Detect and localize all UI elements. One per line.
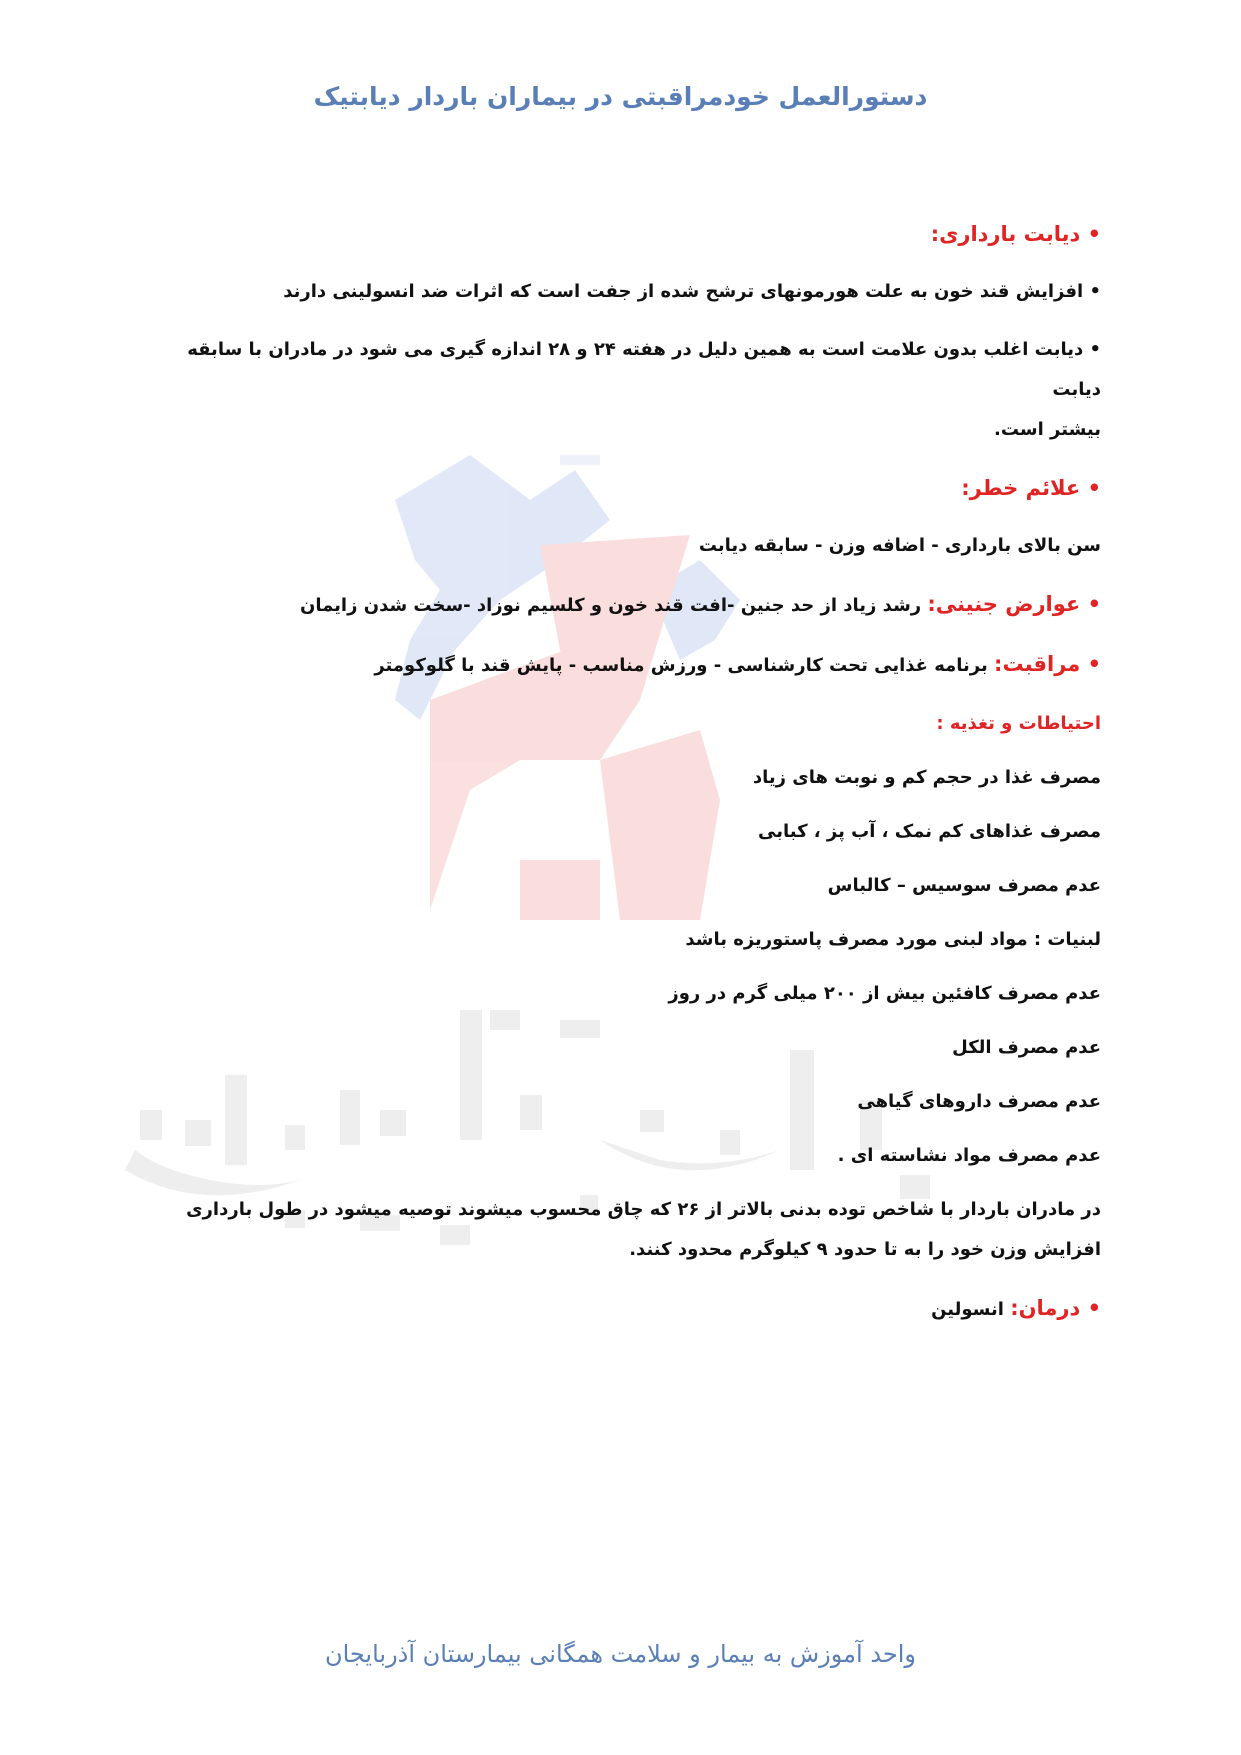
care-label: • مراقبت: [994, 652, 1101, 676]
fetal-complications-line [151, 584, 1101, 626]
list-item: عدم مصرف مواد نشاسته ای . [837, 1145, 1101, 1166]
bmi-paragraph-line-1: در مادران باردار با شاخص توده بدنی بالاتر از ۲۶ که چاق محسوب میشوند توصیه میشود در طول بارداری [186, 1199, 1101, 1220]
bmi-paragraph-line-2: افزایش وزن خود را به تا حدود ۹ کیلوگرم محدود کنند. [629, 1239, 1101, 1260]
document-body [151, 214, 1101, 1330]
fetal-complications-label: • عوارض جنینی: [927, 592, 1101, 616]
care-text: برنامه غذایی تحت کارشناسی - ورزش مناسب - پایش قند با گلوکومتر [374, 655, 995, 676]
list-item: عدم مصرف الکل [952, 1037, 1101, 1058]
danger-signs-heading: • علائم خطر: [961, 476, 1101, 500]
danger-signs-text: سن بالای بارداری - اضافه وزن - سابقه دیابت [698, 535, 1101, 556]
care-line [151, 644, 1101, 686]
nutrition-heading: احتیاطات و تغذیه : [936, 713, 1101, 734]
pregnancy-diabetes-paragraph-2-line-1: • دیابت اغلب بدون علامت است به همین دلیل در هفته ۲۴ و ۲۸ اندازه گیری می شود در مادران با سابقه دیابت [187, 339, 1101, 400]
nutrition-list [151, 758, 1101, 1176]
list-item: مصرف غذا در حجم کم و نوبت های زیاد [752, 767, 1101, 788]
list-item: عدم مصرف سوسیس – کالباس [827, 875, 1101, 896]
treatment-label: • درمان: [1010, 1296, 1101, 1320]
fetal-complications-text: رشد زیاد از حد جنین -افت قند خون و کلسیم نوزاد -سخت شدن زایمان [299, 595, 928, 616]
pregnancy-diabetes-paragraph-2-line-2: بیشتر است. [994, 419, 1101, 440]
treatment-line [151, 1288, 1101, 1330]
list-item: مصرف غذاهای کم نمک ، آب پز ، کبابی [758, 821, 1101, 842]
pregnancy-diabetes-heading: • دیابت بارداری: [930, 222, 1101, 246]
list-item: لبنیات : مواد لبنی مورد مصرف پاستوریزه باشد [685, 929, 1101, 950]
list-item: عدم مصرف کافئین بیش از ۲۰۰ میلی گرم در روز [668, 983, 1101, 1004]
footer-unit-name: واحد آموزش به بیمار و سلامت همگانی بیمارستان آذربایجان [324, 1640, 917, 1668]
treatment-text: انسولین [931, 1299, 1011, 1320]
pregnancy-diabetes-paragraph-1: • افزایش قند خون به علت هورمونهای ترشح شده از جفت است که اثرات ضد انسولینی دارند [283, 281, 1101, 302]
list-item: عدم مصرف داروهای گیاهی [857, 1091, 1101, 1112]
page-title: دستورالعمل خودمراقبتی در بیماران باردار دیابتیک [313, 82, 928, 111]
